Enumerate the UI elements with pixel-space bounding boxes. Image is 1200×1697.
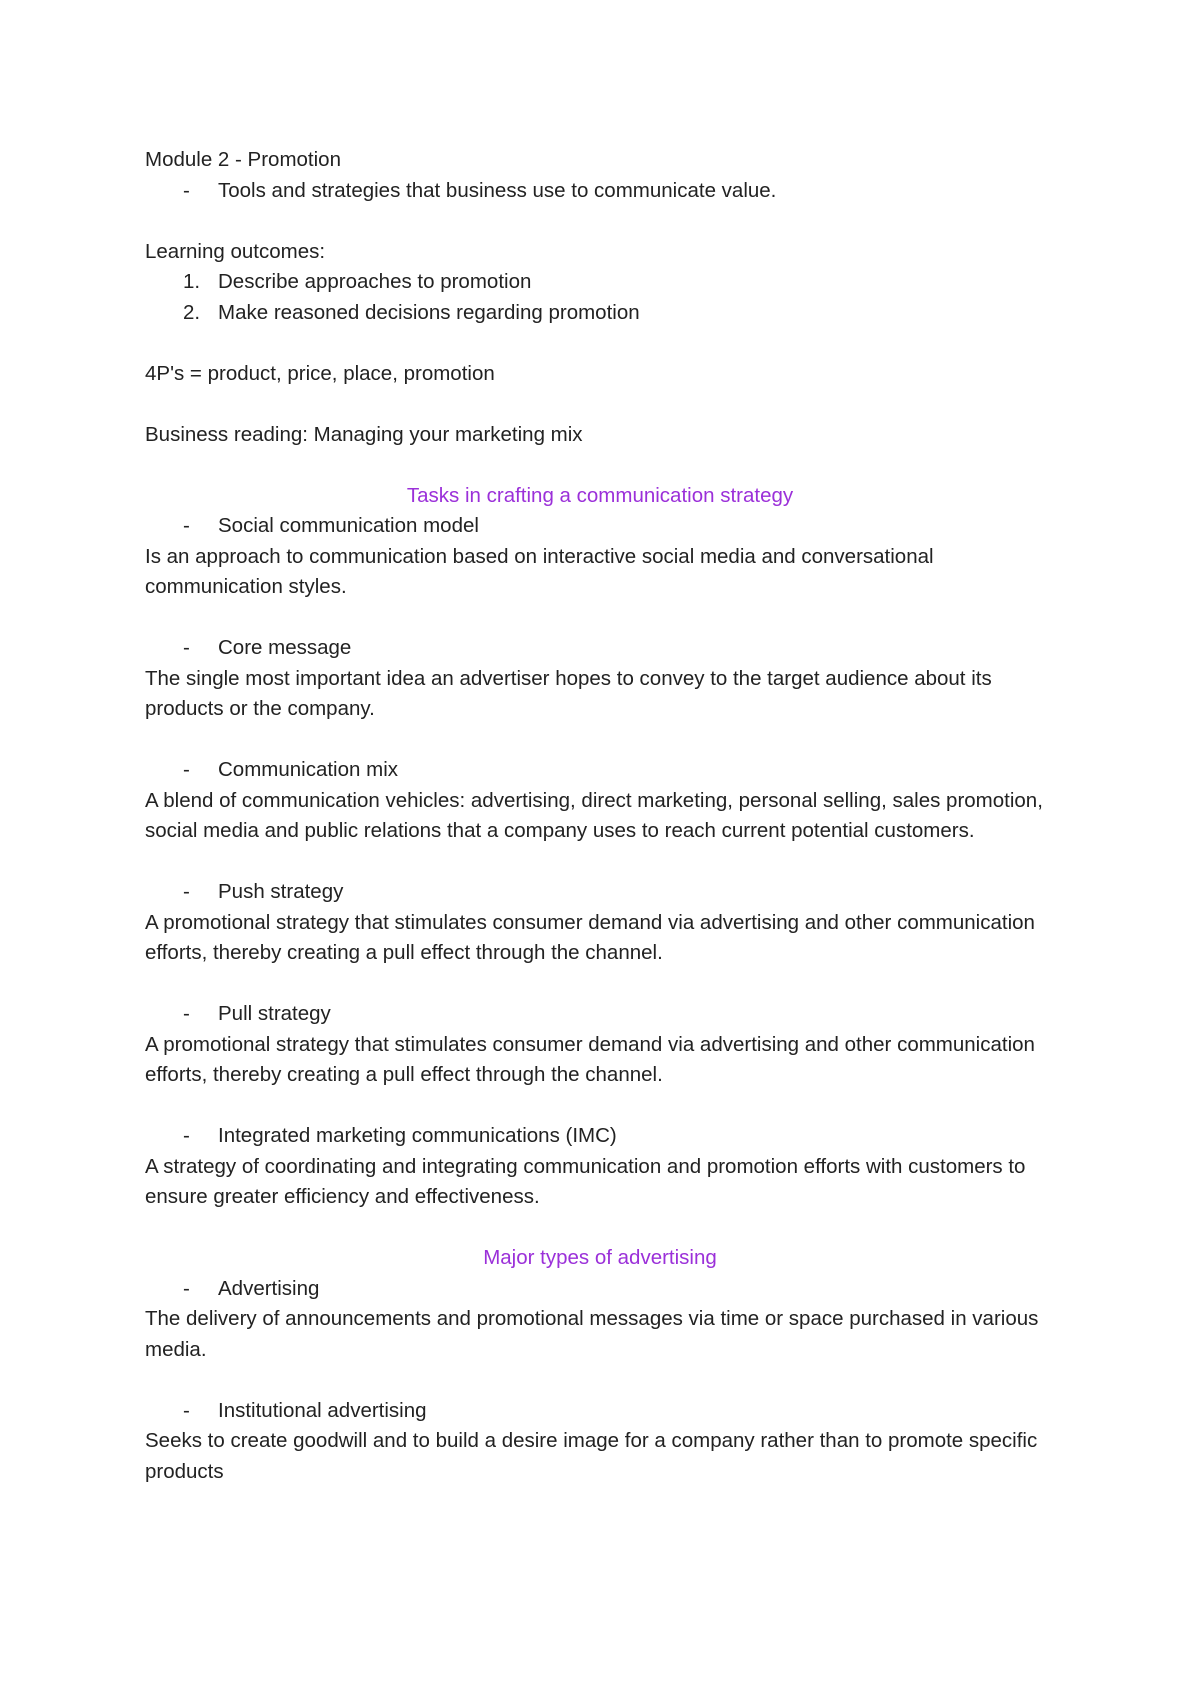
term-definition: The delivery of announcements and promotional messages via time or space purchased in various media. <box>145 1307 1039 1361</box>
bullet-marker: - <box>183 880 190 903</box>
term-text: Advertising <box>218 1276 320 1300</box>
four-ps-line: 4P's = product, price, place, promotion <box>145 361 495 385</box>
learning-outcome-item <box>145 267 1065 298</box>
term-bullet <box>145 755 1065 786</box>
business-reading-line: Business reading: Managing your marketing mix <box>145 422 583 446</box>
bullet-marker: - <box>183 636 190 659</box>
bullet-marker: - <box>183 1002 190 1025</box>
bullet-marker: - <box>183 1398 190 1422</box>
term-definition: Is an approach to communication based on interactive social media and conversational communication styles. <box>145 544 934 598</box>
term-text: Institutional advertising <box>218 1398 427 1422</box>
term-bullet <box>145 633 1065 664</box>
term-bullet <box>145 999 1065 1030</box>
list-number: 2. <box>183 300 201 324</box>
list-number: 1. <box>183 270 201 293</box>
intro-bullet <box>145 176 1065 207</box>
term-bullet <box>145 1121 1065 1152</box>
bullet-marker: - <box>183 1124 190 1147</box>
term-definition: Seeks to create goodwill and to build a desire image for a company rather than to promote specific products <box>145 1429 1038 1483</box>
intro-bullet-text: Tools and strategies that business use to communicate value. <box>218 178 777 202</box>
term-bullet <box>145 1396 1065 1427</box>
term-text: Pull strategy <box>218 1002 331 1025</box>
learning-outcome-text: Make reasoned decisions regarding promotion <box>218 300 640 324</box>
term-definition: A blend of communication vehicles: advertising, direct marketing, personal selling, sales promotion, social media and public relations that a company uses to reach current potential customers. <box>145 788 1043 842</box>
term-definition: A strategy of coordinating and integrating communication and promotion efforts with customers to ensure greater efficiency and effectiveness. <box>145 1154 1026 1208</box>
document-page <box>145 145 1065 1487</box>
term-text: Push strategy <box>218 880 344 903</box>
term-text: Integrated marketing communications (IMC) <box>218 1124 617 1147</box>
module-title: Module 2 - Promotion <box>145 148 341 171</box>
term-bullet <box>145 877 1065 908</box>
term-definition: The single most important idea an advertiser hopes to convey to the target audience about its products or the company. <box>145 666 992 720</box>
section-heading: Tasks in crafting a communication strategy <box>406 483 794 507</box>
term-text: Communication mix <box>218 758 398 781</box>
term-definition: A promotional strategy that stimulates consumer demand via advertising and other communication efforts, thereby creating a pull effect through the channel. <box>145 910 1035 964</box>
bullet-marker: - <box>183 178 190 202</box>
term-text: Core message <box>218 636 352 659</box>
term-text: Social communication model <box>218 514 479 537</box>
learning-outcome-text: Describe approaches to promotion <box>218 270 532 293</box>
learning-outcomes-label: Learning outcomes: <box>145 239 326 263</box>
term-definition: A promotional strategy that stimulates consumer demand via advertising and other communication efforts, thereby creating a pull effect through the channel. <box>145 1032 1035 1086</box>
section-heading: Major types of advertising <box>483 1246 717 1269</box>
bullet-marker: - <box>183 1276 190 1300</box>
term-bullet <box>145 1274 1065 1305</box>
bullet-marker: - <box>183 758 190 781</box>
bullet-marker: - <box>183 514 190 537</box>
learning-outcome-item <box>145 298 1065 329</box>
term-bullet <box>145 511 1065 542</box>
